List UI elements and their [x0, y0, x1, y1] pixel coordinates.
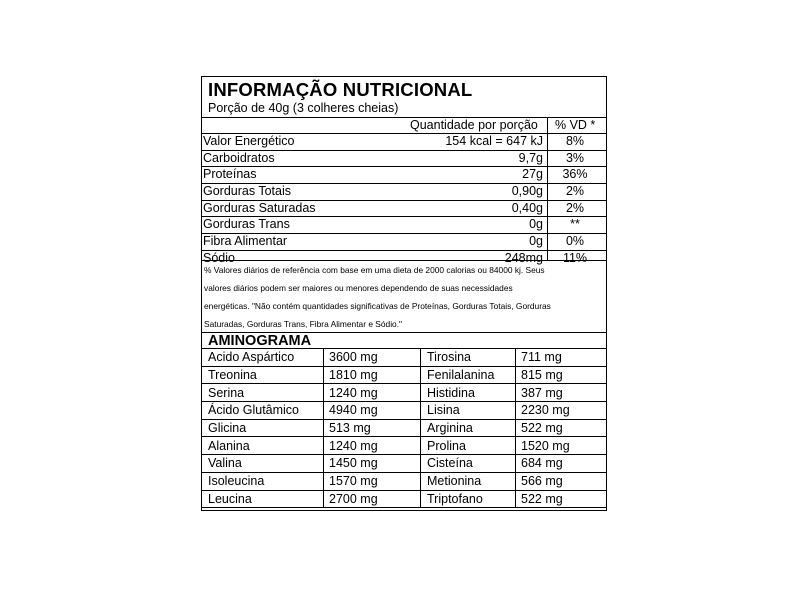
table-row: [202, 349, 607, 367]
nutrient-name: Carboidratos: [203, 150, 275, 165]
amino-name: Prolina: [421, 437, 516, 455]
table-row: [202, 402, 607, 420]
amino-name: Treonina: [202, 366, 324, 384]
nutrient-quantity: 9,7g: [518, 150, 543, 165]
amino-value: 2700 mg: [324, 490, 421, 508]
footnote-line: valores diários podem ser maiores ou menores dependendo de suas necessidades: [204, 283, 513, 293]
amino-name: Arginina: [421, 419, 516, 437]
nutrient-vd: 3%: [565, 150, 585, 165]
amino-name: Fenilalanina: [421, 366, 516, 384]
amino-value: 2230 mg: [516, 402, 607, 420]
nutrient-vd: **: [570, 217, 580, 232]
footnote: [202, 260, 606, 332]
nutrient-name: Valor Energético: [203, 134, 295, 148]
amino-value: 815 mg: [516, 366, 607, 384]
amino-name: Alanina: [202, 437, 324, 455]
footnote-line: % Valores diários de referência com base em uma dieta de 2000 calorias ou 84000 kj. Seus: [204, 265, 545, 275]
amino-value: 1520 mg: [516, 437, 607, 455]
amino-value: 1450 mg: [324, 455, 421, 473]
nutrient-name: Gorduras Trans: [203, 217, 290, 232]
amino-name: Triptofano: [421, 490, 516, 508]
nutrient-vd: 2%: [565, 184, 585, 199]
table-row: [202, 384, 607, 402]
nutrient-row: [202, 133, 606, 150]
nutrient-quantity: 0g: [529, 234, 543, 249]
nutrition-label: [201, 76, 607, 511]
amino-name: Valina: [202, 455, 324, 473]
nutrient-quantity: 248mg: [504, 250, 543, 265]
aminogram-title: AMINOGRAMA: [208, 333, 312, 349]
amino-name: Metionina: [421, 472, 516, 490]
nutrient-row: [202, 216, 606, 233]
nutrient-row: [202, 166, 606, 183]
nutrient-name: Proteínas: [203, 167, 257, 182]
divider: [202, 117, 606, 118]
portion-text: Porção de 40g (3 colheres cheias): [208, 101, 399, 115]
amino-name: Isoleucina: [202, 472, 324, 490]
amino-name: Ácido Glutâmico: [202, 402, 324, 420]
amino-value: 513 mg: [324, 419, 421, 437]
table-row: [202, 437, 607, 455]
table-row: [202, 455, 607, 473]
nutrient-vd: 11%: [562, 250, 588, 265]
nutrient-quantity: 0,90g: [511, 184, 543, 199]
amino-value: 1240 mg: [324, 437, 421, 455]
nutrient-row: [202, 150, 606, 167]
quantity-column-header: Quantidade por porção: [410, 118, 538, 132]
amino-value: 566 mg: [516, 472, 607, 490]
amino-name: Cisteína: [421, 455, 516, 473]
amino-value: 711 mg: [516, 349, 607, 367]
amino-value: 522 mg: [516, 419, 607, 437]
amino-name: Tirosina: [421, 349, 516, 367]
nutrient-quantity: 27g: [522, 167, 543, 182]
footnote-line: Saturadas, Gorduras Trans, Fibra Alimentar e Sódio.": [204, 319, 403, 329]
nutrient-quantity: 0g: [529, 217, 543, 232]
nutrient-quantity: 154 kcal = 647 kJ: [445, 134, 543, 148]
table-row: [202, 490, 607, 508]
nutrient-quantity: 0,40g: [511, 200, 543, 215]
amino-value: 522 mg: [516, 490, 607, 508]
nutrient-vd: 2%: [565, 200, 585, 215]
label-title: INFORMAÇÃO NUTRICIONAL: [208, 79, 473, 100]
nutrient-table: [202, 133, 606, 267]
aminogram-table: [201, 348, 607, 508]
vd-column-header: % VD *: [555, 118, 596, 132]
amino-value: 3600 mg: [324, 349, 421, 367]
amino-value: 1810 mg: [324, 366, 421, 384]
amino-value: 1240 mg: [324, 384, 421, 402]
nutrient-vd: 0%: [565, 234, 585, 249]
nutrient-vd: 8%: [565, 134, 585, 148]
amino-value: 4940 mg: [324, 402, 421, 420]
footnote-line: energéticas. "Não contém quantidades significativas de Proteínas, Gorduras Totais, Gorduras: [204, 301, 551, 311]
amino-name: Histidina: [421, 384, 516, 402]
table-row: [202, 419, 607, 437]
amino-name: Acido Aspártico: [202, 349, 324, 367]
amino-value: 1570 mg: [324, 472, 421, 490]
amino-name: Glicina: [202, 419, 324, 437]
amino-name: Lisina: [421, 402, 516, 420]
amino-name: Leucina: [202, 490, 324, 508]
nutrient-name: Gorduras Saturadas: [203, 200, 316, 215]
nutrient-name: Gorduras Totais: [203, 184, 292, 199]
table-row: [202, 472, 607, 490]
amino-value: 387 mg: [516, 384, 607, 402]
nutrient-name: Sódio: [203, 250, 235, 265]
amino-value: 684 mg: [516, 455, 607, 473]
table-row: [202, 366, 607, 384]
nutrient-row: [202, 200, 606, 217]
nutrient-row: [202, 183, 606, 200]
nutrient-vd: 36%: [562, 167, 588, 182]
nutrient-row: [202, 233, 606, 250]
nutrient-name: Fibra Alimentar: [203, 234, 288, 249]
amino-name: Serina: [202, 384, 324, 402]
